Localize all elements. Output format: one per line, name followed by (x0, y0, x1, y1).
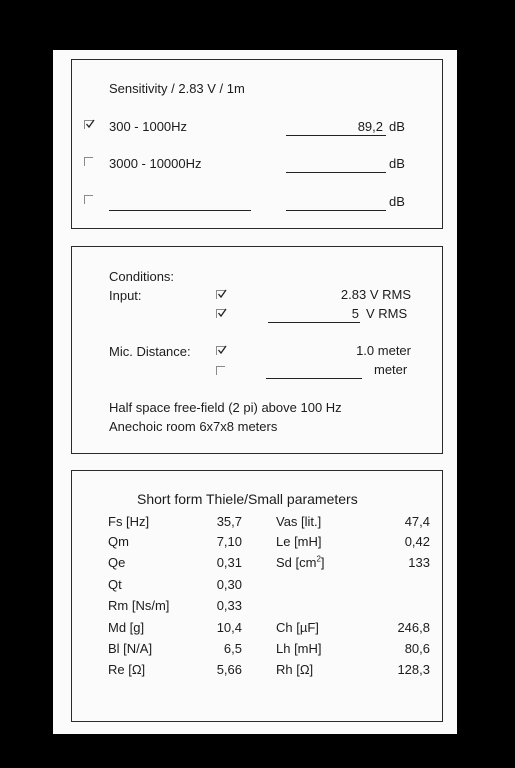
param-name: Vas [lit.] (276, 514, 322, 529)
param-name: Qm (108, 534, 129, 549)
sensitivity-title: Sensitivity / 2.83 V / 1m (109, 81, 245, 96)
conditions-panel (71, 246, 443, 454)
param-value: 47,4 (404, 514, 430, 529)
checkbox-custom-band[interactable] (84, 195, 93, 204)
unit-label: V RMS (366, 306, 408, 321)
checkbox-300-1000[interactable] (84, 120, 93, 129)
mic-distance-label: Mic. Distance: (109, 344, 191, 359)
band-value: 89,2 (357, 119, 383, 134)
input-label: Input: (109, 288, 142, 303)
checkbox-input-2-83v[interactable] (216, 290, 225, 299)
checkbox-mic-1m[interactable] (216, 346, 225, 355)
condition-note: Half space free-field (2 pi) above 100 Hz (109, 400, 342, 415)
thiele-small-panel (71, 470, 443, 722)
input-value: 5 (351, 306, 359, 321)
param-value: 0,33 (216, 598, 242, 613)
unit-label: dB (389, 119, 405, 134)
param-name-end: ] (320, 555, 325, 570)
unit-label: dB (389, 194, 405, 209)
param-value: 35,7 (216, 514, 242, 529)
condition-note: Anechoic room 6x7x8 meters (109, 419, 278, 434)
param-name: Ch [µF] (276, 620, 319, 635)
band-label: 3000 - 10000Hz (109, 156, 202, 171)
ts-title: Short form Thiele/Small parameters (137, 491, 358, 507)
param-name: Lh [mH] (276, 641, 322, 656)
conditions-title: Conditions: (109, 269, 175, 284)
param-value: 0,30 (216, 577, 242, 592)
param-value: 5,66 (216, 662, 242, 677)
param-value: 80,6 (404, 641, 430, 656)
param-name: Le [mH] (276, 534, 322, 549)
param-name: Qt (108, 577, 122, 592)
custom-band-line (109, 210, 251, 211)
value-line (286, 210, 386, 211)
superscript: 2 (316, 554, 321, 564)
param-name-sd (276, 555, 325, 570)
input-value: 2.83 V RMS (340, 287, 411, 302)
param-value: 6,5 (223, 641, 242, 656)
param-name: Sd [cm (276, 555, 317, 570)
param-value: 0,42 (404, 534, 430, 549)
band-label: 300 - 1000Hz (109, 119, 188, 134)
mic-distance-value: 1.0 meter (356, 343, 411, 358)
param-name: Rh [Ω] (276, 662, 314, 677)
checkbox-input-5v[interactable] (216, 309, 225, 318)
checkbox-mic-custom[interactable] (216, 366, 225, 375)
value-line (266, 378, 362, 379)
param-name: Qe (108, 555, 126, 570)
spec-sheet-page (53, 50, 457, 734)
value-line (286, 172, 386, 173)
param-value: 246,8 (397, 620, 430, 635)
sensitivity-panel (71, 59, 443, 229)
param-value: 128,3 (397, 662, 430, 677)
param-name: Bl [N/A] (108, 641, 153, 656)
param-name: Md [g] (108, 620, 145, 635)
unit-label: dB (389, 156, 405, 171)
param-name: Rm [Ns/m] (108, 598, 170, 613)
checkbox-3000-10000[interactable] (84, 157, 93, 166)
value-line (286, 135, 386, 136)
param-value: 0,31 (216, 555, 242, 570)
value-line (268, 322, 360, 323)
param-name: Re [Ω] (108, 662, 146, 677)
param-name: Fs [Hz] (108, 514, 150, 529)
param-value: 7,10 (216, 534, 242, 549)
param-value: 133 (408, 555, 430, 570)
unit-label: meter (374, 362, 408, 377)
param-value: 10,4 (216, 620, 242, 635)
